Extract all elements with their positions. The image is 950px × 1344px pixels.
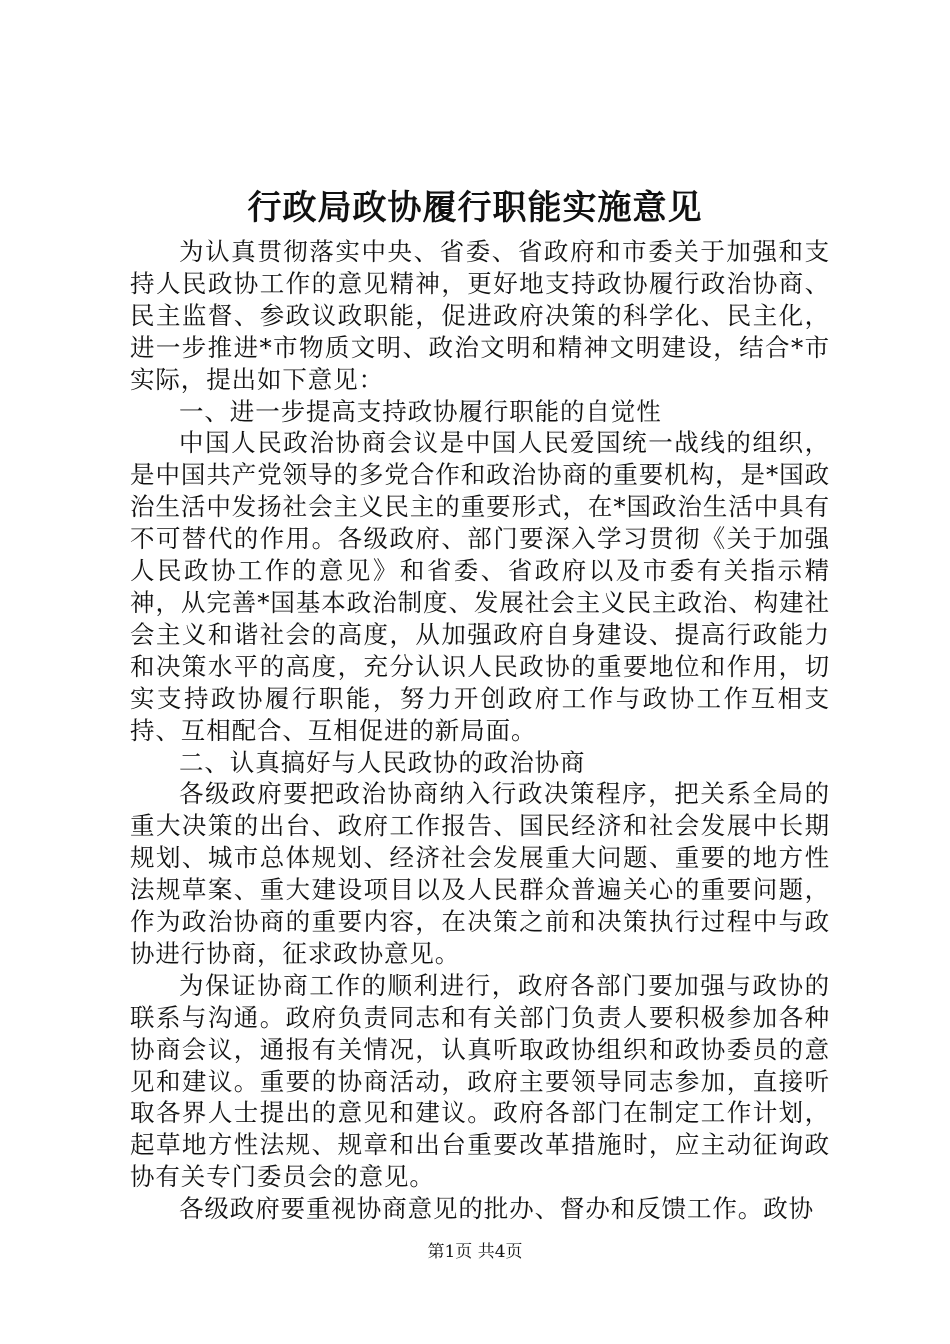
intro-paragraph: 为认真贯彻落实中央、省委、省政府和市委关于加强和支持人民政协工作的意见精神，更好地支持政协履行政治协商、民主监督、参政议政职能，促进政府决策的科学化、民主化，进一步推进*市物质文明、政治文明和精神文明建设，结合*市实际，提出如下意见： [130, 237, 830, 394]
document-body [130, 236, 830, 1225]
section-2-paragraph-1: 各级政府要把政治协商纳入行政决策程序，把关系全局的重大决策的出台、政府工作报告、国民经济和社会发展中长期规划、城市总体规划、经济社会发展重大问题、重要的地方性法规草案、重大建设项目以及人民群众普遍关心的重要问题，作为政治协商的重要内容，在决策之前和决策执行过程中与政协进行协商，征求政协意见。 [130, 779, 830, 968]
section-2-paragraph-3: 各级政府要重视协商意见的批办、督办和反馈工作。政协 [179, 1194, 814, 1224]
section-1-paragraph: 中国人民政治协商会议是中国人民爱国统一战线的组织，是中国共产党领导的多党合作和政治协商的重要机构，是*国政治生活中发扬社会主义民主的重要形式，在*国政治生活中具有不可替代的作用。各级政府、部门要深入学习贯彻《关于加强人民政协工作的意见》和省委、省政府以及市委有关指示精神，从完善*国基本政治制度、发展社会主义民主政治、构建社会主义和谐社会的高度，从加强政府自身建设、提高行政能力和决策水平的高度，充分认识人民政协的重要地位和作用，切实支持政协履行职能，努力开创政府工作与政协工作互相支持、互相配合、互相促进的新局面。 [130, 428, 830, 745]
section-2-paragraph-2: 为保证协商工作的顺利进行，政府各部门要加强与政协的联系与沟通。政府负责同志和有关部门负责人要积极参加各种协商会议，通报有关情况，认真听取政协组织和政协委员的意见和建议。重要的协商活动，政府主要领导同志参加，直接听取各界人士提出的意见和建议。政府各部门在制定工作计划，起草地方性法规、规章和出台重要改革措施时，应主动征询政协有关专门委员会的意见。 [130, 970, 830, 1192]
page-number-footer: 第1页 共4页 [427, 1242, 523, 1262]
document-title: 行政局政协履行职能实施意见 [247, 188, 703, 228]
section-heading-2: 二、认真搞好与人民政协的政治协商 [179, 747, 586, 777]
section-heading-1: 一、进一步提高支持政协履行职能的自觉性 [179, 396, 662, 426]
